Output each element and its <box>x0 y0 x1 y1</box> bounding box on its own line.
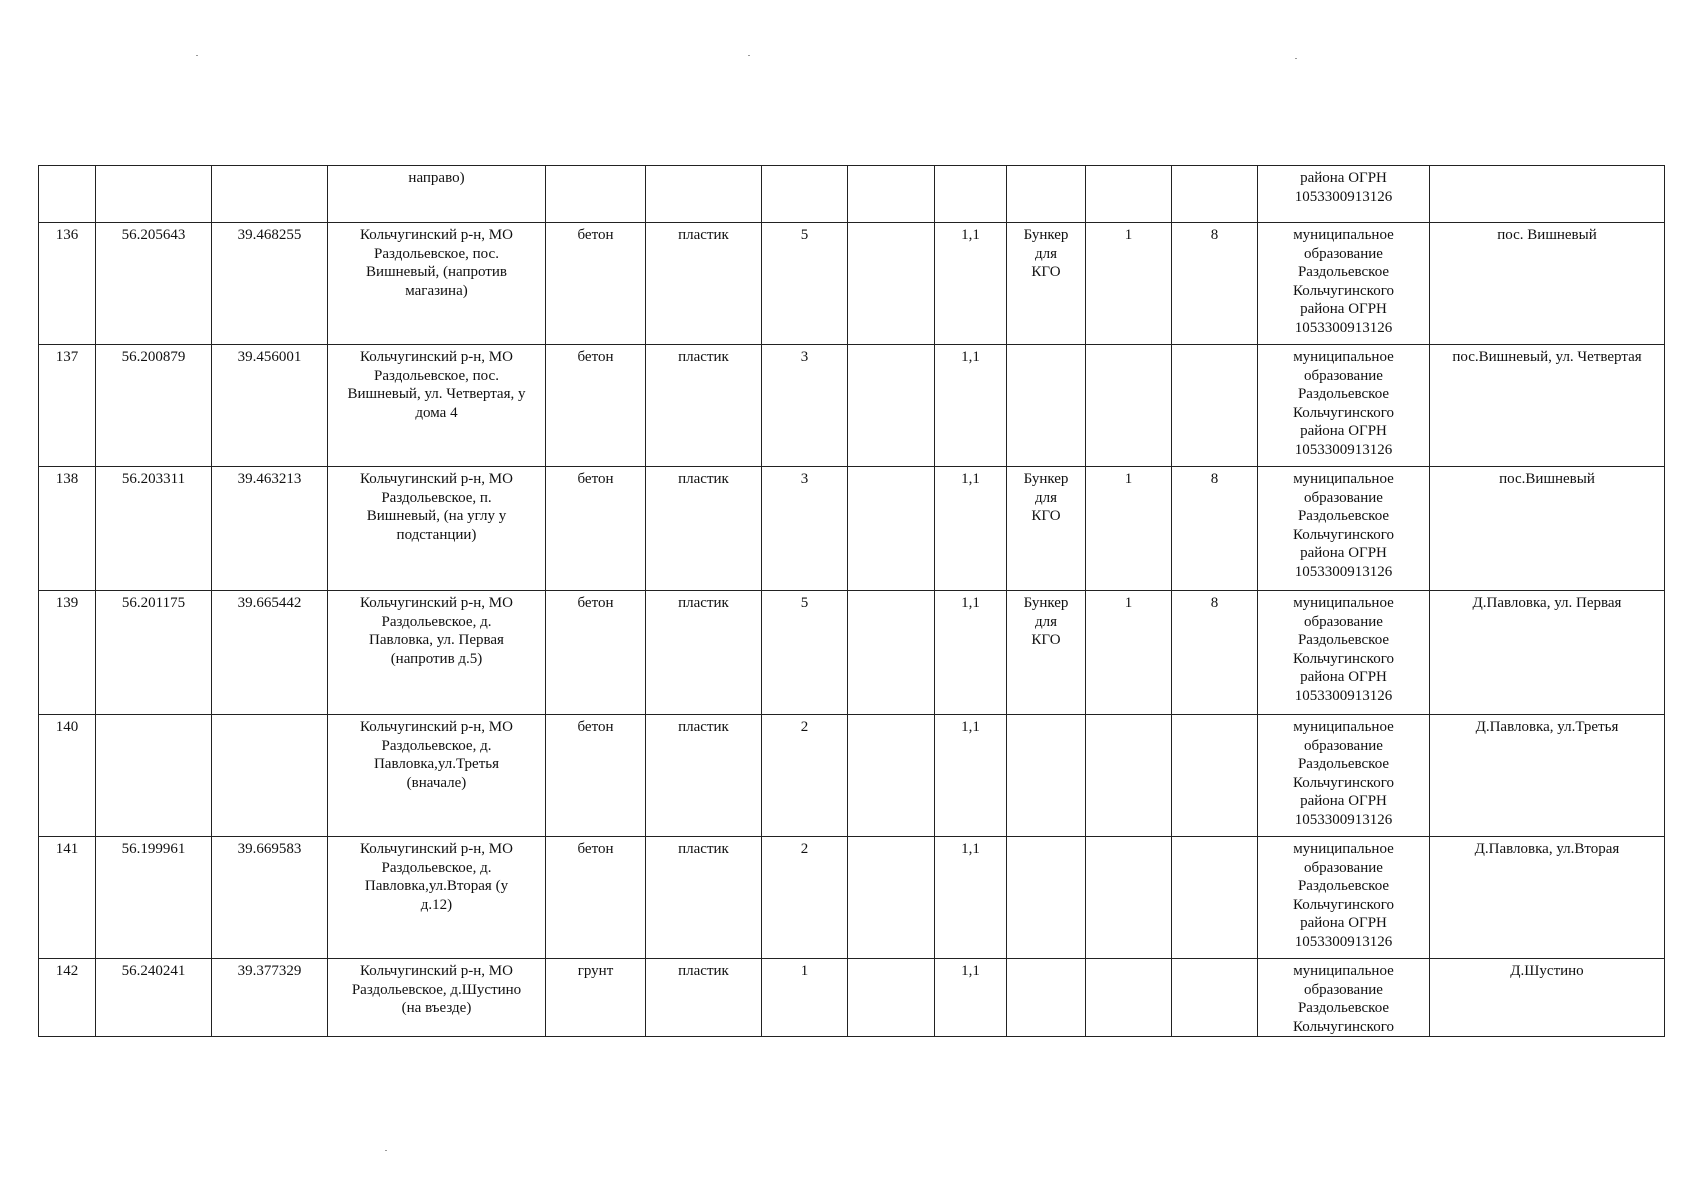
surface-type-cell: бетон <box>546 837 646 959</box>
latitude-cell: 56.199961 <box>96 837 212 959</box>
latitude-cell: 56.240241 <box>96 959 212 1037</box>
fence-material-cell: пластик <box>646 591 762 715</box>
owner-cell: муниципальное образование Раздольевское Кольчугинского района ОГРН 1053300913126 <box>1258 467 1430 591</box>
scan-speck <box>1295 58 1297 59</box>
row-number-cell: 136 <box>39 223 96 345</box>
waste-source-cell: Д.Шустино <box>1430 959 1665 1037</box>
empty-cell <box>848 345 935 467</box>
bunker-count-cell: 1 <box>1086 223 1172 345</box>
owner-cell: района ОГРН 1053300913126 <box>1258 166 1430 223</box>
owner-cell: муниципальное образование Раздольевское Кольчугинского <box>1258 959 1430 1037</box>
owner-cell: муниципальное образование Раздольевское Кольчугинского района ОГРН 1053300913126 <box>1258 715 1430 837</box>
address-cell: Кольчугинский р-н, МО Раздольевское, д. Павловка, ул. Первая (напротив д.5) <box>328 591 546 715</box>
surface-type-cell: бетон <box>546 345 646 467</box>
table-row <box>39 591 1665 715</box>
row-number-cell: 139 <box>39 591 96 715</box>
bunker-volume-cell: 8 <box>1172 591 1258 715</box>
waste-source-cell: пос.Вишневый, ул. Четвертая <box>1430 345 1665 467</box>
surface-type-cell: бетон <box>546 223 646 345</box>
latitude-cell: 56.205643 <box>96 223 212 345</box>
bunker-count-cell <box>1086 715 1172 837</box>
row-number-cell: 142 <box>39 959 96 1037</box>
bunker-cell <box>1007 837 1086 959</box>
surface-type-cell: бетон <box>546 467 646 591</box>
fence-material-cell: пластик <box>646 959 762 1037</box>
container-count-cell <box>762 166 848 223</box>
address-cell: Кольчугинский р-н, МО Раздольевское, пос. Вишневый, (напротив магазина) <box>328 223 546 345</box>
longitude-cell: 39.468255 <box>212 223 328 345</box>
bunker-count-cell <box>1086 837 1172 959</box>
surface-type-cell: грунт <box>546 959 646 1037</box>
owner-cell: муниципальное образование Раздольевское Кольчугинского района ОГРН 1053300913126 <box>1258 345 1430 467</box>
fence-material-cell: пластик <box>646 467 762 591</box>
table-row <box>39 467 1665 591</box>
table-row <box>39 837 1665 959</box>
scan-speck <box>748 55 750 56</box>
longitude-cell: 39.665442 <box>212 591 328 715</box>
scan-speck <box>385 1150 387 1151</box>
container-count-cell: 3 <box>762 345 848 467</box>
empty-cell <box>848 837 935 959</box>
owner-cell: муниципальное образование Раздольевское Кольчугинского района ОГРН 1053300913126 <box>1258 223 1430 345</box>
bunker-volume-cell: 8 <box>1172 223 1258 345</box>
bunker-cell: Бункер для КГО <box>1007 223 1086 345</box>
bunker-volume-cell <box>1172 715 1258 837</box>
container-volume-cell: 1,1 <box>935 959 1007 1037</box>
fence-material-cell <box>646 166 762 223</box>
bunker-count-cell <box>1086 959 1172 1037</box>
address-cell: Кольчугинский р-н, МО Раздольевское, д. Павловка,ул.Вторая (у д.12) <box>328 837 546 959</box>
container-volume-cell: 1,1 <box>935 223 1007 345</box>
row-number-cell <box>39 166 96 223</box>
table-row <box>39 715 1665 837</box>
address-cell: направо) <box>328 166 546 223</box>
empty-cell <box>848 467 935 591</box>
latitude-cell <box>96 166 212 223</box>
fence-material-cell: пластик <box>646 223 762 345</box>
latitude-cell <box>96 715 212 837</box>
waste-sites-register-table <box>38 165 1665 1037</box>
bunker-volume-cell <box>1172 837 1258 959</box>
waste-source-cell: пос.Вишневый <box>1430 467 1665 591</box>
container-volume-cell <box>935 166 1007 223</box>
waste-source-cell: пос. Вишневый <box>1430 223 1665 345</box>
container-count-cell: 2 <box>762 715 848 837</box>
waste-source-cell: Д.Павловка, ул. Первая <box>1430 591 1665 715</box>
longitude-cell <box>212 166 328 223</box>
bunker-count-cell: 1 <box>1086 467 1172 591</box>
longitude-cell: 39.456001 <box>212 345 328 467</box>
fence-material-cell: пластик <box>646 345 762 467</box>
waste-source-cell <box>1430 166 1665 223</box>
table-row <box>39 959 1665 1037</box>
owner-cell: муниципальное образование Раздольевское Кольчугинского района ОГРН 1053300913126 <box>1258 837 1430 959</box>
address-cell: Кольчугинский р-н, МО Раздольевское, д.Шустино (на въезде) <box>328 959 546 1037</box>
longitude-cell: 39.669583 <box>212 837 328 959</box>
container-count-cell: 5 <box>762 591 848 715</box>
bunker-cell: Бункер для КГО <box>1007 591 1086 715</box>
bunker-cell <box>1007 715 1086 837</box>
row-number-cell: 137 <box>39 345 96 467</box>
row-number-cell: 141 <box>39 837 96 959</box>
bunker-volume-cell <box>1172 166 1258 223</box>
bunker-count-cell: 1 <box>1086 591 1172 715</box>
container-volume-cell: 1,1 <box>935 467 1007 591</box>
latitude-cell: 56.203311 <box>96 467 212 591</box>
table-body <box>39 166 1665 1037</box>
latitude-cell: 56.200879 <box>96 345 212 467</box>
empty-cell <box>848 591 935 715</box>
fence-material-cell: пластик <box>646 715 762 837</box>
waste-source-cell: Д.Павловка, ул.Вторая <box>1430 837 1665 959</box>
empty-cell <box>848 166 935 223</box>
waste-source-cell: Д.Павловка, ул.Третья <box>1430 715 1665 837</box>
bunker-count-cell <box>1086 345 1172 467</box>
table-row <box>39 345 1665 467</box>
container-count-cell: 5 <box>762 223 848 345</box>
container-count-cell: 1 <box>762 959 848 1037</box>
container-volume-cell: 1,1 <box>935 345 1007 467</box>
row-number-cell: 140 <box>39 715 96 837</box>
longitude-cell: 39.377329 <box>212 959 328 1037</box>
surface-type-cell: бетон <box>546 715 646 837</box>
address-cell: Кольчугинский р-н, МО Раздольевское, пос. Вишневый, ул. Четвертая, у дома 4 <box>328 345 546 467</box>
surface-type-cell <box>546 166 646 223</box>
empty-cell <box>848 959 935 1037</box>
bunker-cell <box>1007 959 1086 1037</box>
bunker-count-cell <box>1086 166 1172 223</box>
container-count-cell: 3 <box>762 467 848 591</box>
row-number-cell: 138 <box>39 467 96 591</box>
surface-type-cell: бетон <box>546 591 646 715</box>
longitude-cell: 39.463213 <box>212 467 328 591</box>
address-cell: Кольчугинский р-н, МО Раздольевское, д. Павловка,ул.Третья (вначале) <box>328 715 546 837</box>
container-volume-cell: 1,1 <box>935 591 1007 715</box>
container-volume-cell: 1,1 <box>935 837 1007 959</box>
empty-cell <box>848 223 935 345</box>
container-volume-cell: 1,1 <box>935 715 1007 837</box>
bunker-volume-cell <box>1172 959 1258 1037</box>
longitude-cell <box>212 715 328 837</box>
bunker-cell <box>1007 345 1086 467</box>
fence-material-cell: пластик <box>646 837 762 959</box>
address-cell: Кольчугинский р-н, МО Раздольевское, п. Вишневый, (на углу у подстанции) <box>328 467 546 591</box>
scan-speck <box>196 55 198 56</box>
empty-cell <box>848 715 935 837</box>
owner-cell: муниципальное образование Раздольевское Кольчугинского района ОГРН 1053300913126 <box>1258 591 1430 715</box>
bunker-cell: Бункер для КГО <box>1007 467 1086 591</box>
bunker-cell <box>1007 166 1086 223</box>
container-count-cell: 2 <box>762 837 848 959</box>
bunker-volume-cell <box>1172 345 1258 467</box>
table-row <box>39 166 1665 223</box>
table-row <box>39 223 1665 345</box>
latitude-cell: 56.201175 <box>96 591 212 715</box>
bunker-volume-cell: 8 <box>1172 467 1258 591</box>
